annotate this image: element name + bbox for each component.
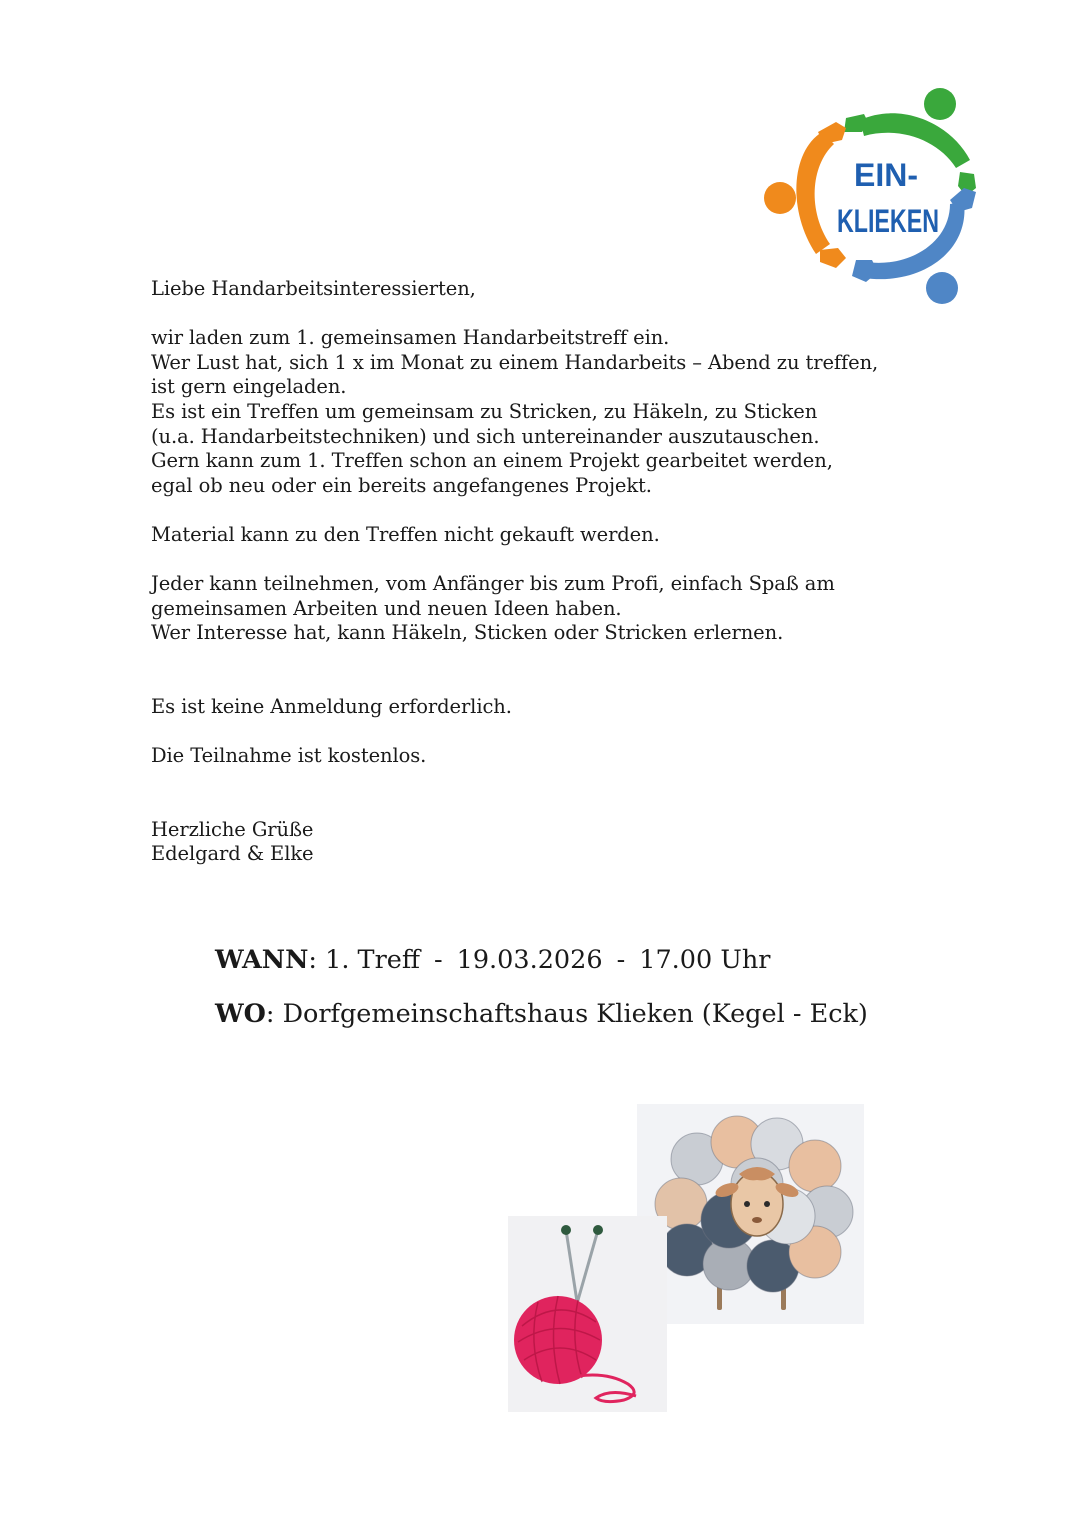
paragraph-invitation — [151, 326, 911, 498]
event-details — [215, 943, 868, 1031]
paragraph-line: egal ob neu oder ein bereits angefangenes Projekt. — [151, 473, 652, 497]
material-note: Material kann zu den Treffen nicht gekauft werden. — [151, 522, 660, 546]
yarn-ball-with-needles-illustration — [508, 1216, 667, 1412]
event-where: WO: Dorfgemeinschaftshaus Klieken (Kegel - Eck) — [215, 999, 868, 1029]
separator: - — [433, 945, 443, 975]
paragraph-line: Jeder kann teilnehmen, vom Anfänger bis zum Profi, einfach Spaß am — [151, 572, 835, 596]
paragraph-line: wir laden zum 1. gemeinsamen Handarbeitstreff ein. — [151, 326, 670, 350]
logo-text-line1: EIN- — [854, 157, 918, 193]
where-label: WO — [215, 999, 266, 1029]
paragraph-line: (u.a. Handarbeitstechniken) und sich untereinander auszutauschen. — [151, 424, 820, 448]
signature: Edelgard & Elke — [151, 842, 314, 866]
greeting: Liebe Handarbeitsinteressierten, — [151, 277, 476, 300]
letter-body — [151, 277, 911, 867]
closing: Herzliche Grüße — [151, 817, 314, 841]
fee-note: Die Teilnahme ist kostenlos. — [151, 744, 427, 768]
registration-note: Es ist keine Anmeldung erforderlich. — [151, 694, 512, 718]
paragraph-participation — [151, 572, 911, 646]
separator: - — [616, 945, 626, 975]
paragraph-line: Wer Interesse hat, kann Häkeln, Sticken oder Stricken erlernen. — [151, 621, 784, 645]
event-time: 17.00 Uhr — [639, 945, 771, 975]
when-label: WANN — [215, 945, 309, 975]
paragraph-line: Wer Lust hat, sich 1 x im Monat zu einem Handarbeits – Abend zu treffen, — [151, 350, 879, 374]
event-date: 19.03.2026 — [456, 945, 603, 975]
paragraph-line: gemeinsamen Arbeiten und neuen Ideen haben. — [151, 596, 622, 620]
logo-text-line2: KLIEKEN — [837, 203, 939, 239]
when-value: 1. Treff — [325, 945, 420, 975]
paragraph-line: Gern kann zum 1. Treffen schon an einem Projekt gearbeitet werden, — [151, 449, 833, 473]
paragraph-line: Es ist ein Treffen um gemeinsam zu Stricken, zu Häkeln, zu Sticken — [151, 399, 818, 423]
yarn-sheep-illustration — [637, 1104, 864, 1324]
where-value: Dorfgemeinschaftshaus Klieken (Kegel - Eck) — [282, 999, 868, 1029]
ein-klieken-logo — [760, 82, 982, 308]
event-when: WANN: 1. Treff - 19.03.2026 - 17.00 Uhr — [215, 945, 771, 975]
paragraph-line: ist gern eingeladen. — [151, 375, 347, 399]
